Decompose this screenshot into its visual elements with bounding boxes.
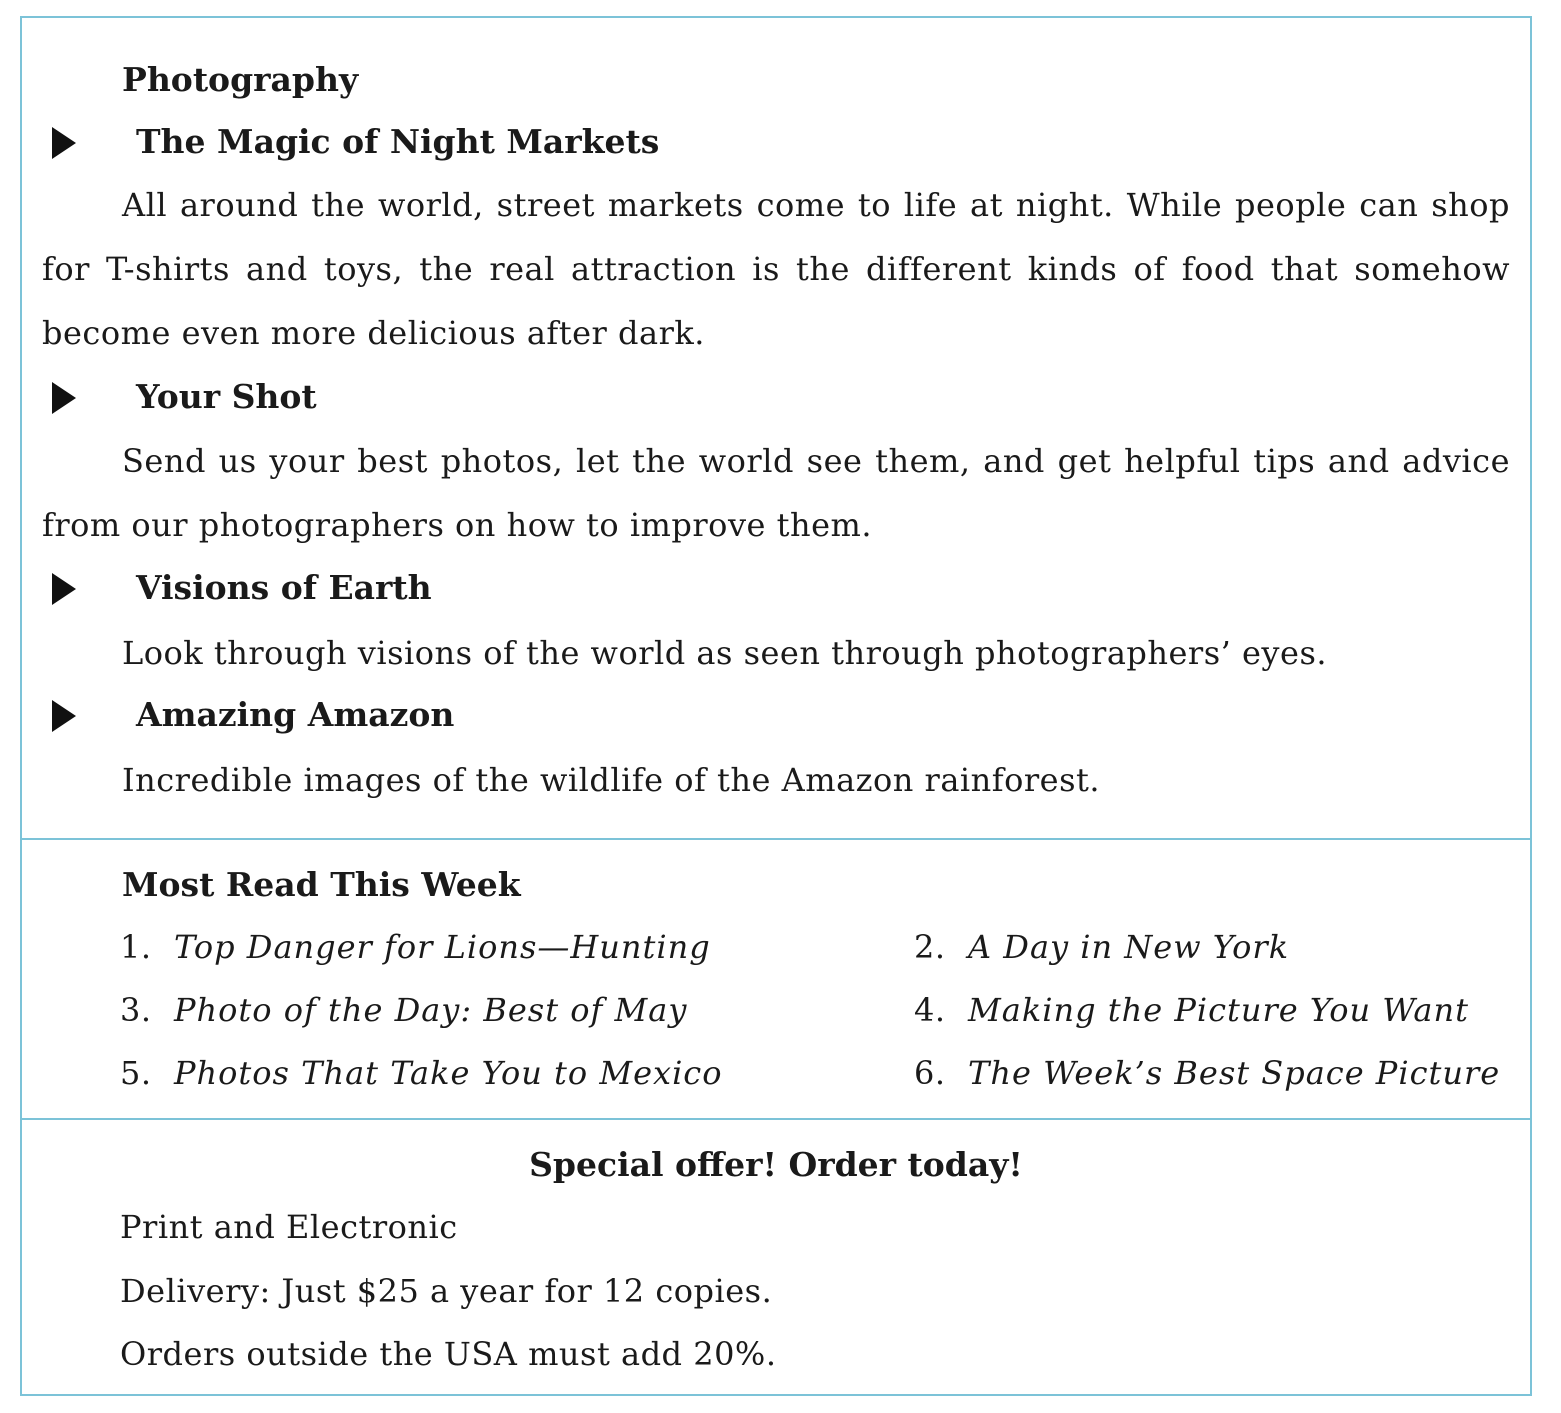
most-read-title: Making the Picture You Want [968, 991, 1469, 1029]
most-read-number: 3. [120, 991, 152, 1029]
most-read-item[interactable] [120, 1054, 722, 1092]
most-read-section [22, 840, 1530, 1120]
most-read-title: A Day in New York [968, 928, 1290, 966]
most-read-item[interactable] [914, 1054, 1500, 1092]
most-read-item[interactable] [120, 928, 711, 966]
most-read-heading: Most Read This Week [122, 865, 521, 904]
most-read-number: 1. [120, 928, 152, 966]
most-read-number: 5. [120, 1054, 152, 1092]
item-text-night-markets-body: All around the world, street markets come to life at night. While people can shop for T-shirts and toys, the real attraction is the different kinds of food that somehow become even more delicious after dark. [42, 186, 1510, 352]
item-title-night-markets[interactable]: The Magic of Night Markets [136, 122, 660, 161]
most-read-item[interactable] [120, 991, 687, 1029]
triangle-bullet-icon [52, 127, 76, 159]
item-text-your-shot [42, 429, 1510, 557]
offer-line-delivery: Delivery: Just $25 a year for 12 copies. [120, 1272, 773, 1310]
triangle-bullet-icon [52, 382, 76, 414]
item-title-your-shot[interactable]: Your Shot [136, 377, 317, 416]
photography-heading: Photography [122, 60, 359, 99]
offer-section [22, 1120, 1530, 1396]
item-text-night-markets [42, 173, 1510, 365]
offer-line-format: Print and Electronic [120, 1208, 458, 1246]
item-title-visions-of-earth[interactable]: Visions of Earth [136, 568, 432, 607]
most-read-number: 2. [914, 928, 946, 966]
item-text-visions-of-earth: Look through visions of the world as seen through photographers’ eyes. [122, 634, 1328, 672]
most-read-item[interactable] [914, 928, 1289, 966]
most-read-item[interactable] [914, 991, 1469, 1029]
most-read-title: Photo of the Day: Best of May [174, 991, 688, 1029]
most-read-title: The Week’s Best Space Picture [968, 1054, 1501, 1092]
offer-heading: Special offer! Order today! [529, 1145, 1023, 1184]
item-text-your-shot-body: Send us your best photos, let the world see them, and get helpful tips and advice from our photographers on how to improve them. [42, 442, 1510, 544]
most-read-number: 6. [914, 1054, 946, 1092]
triangle-bullet-icon [52, 700, 76, 732]
item-title-amazing-amazon[interactable]: Amazing Amazon [136, 695, 455, 734]
triangle-bullet-icon [52, 573, 76, 605]
item-text-amazing-amazon: Incredible images of the wildlife of the Amazon rainforest. [122, 761, 1101, 799]
offer-line-international: Orders outside the USA must add 20%. [120, 1335, 777, 1373]
photography-section [22, 18, 1530, 840]
most-read-title: Photos That Take You to Mexico [174, 1054, 723, 1092]
page-frame [20, 16, 1532, 1396]
most-read-title: Top Danger for Lions—Hunting [174, 928, 711, 966]
most-read-number: 4. [914, 991, 946, 1029]
